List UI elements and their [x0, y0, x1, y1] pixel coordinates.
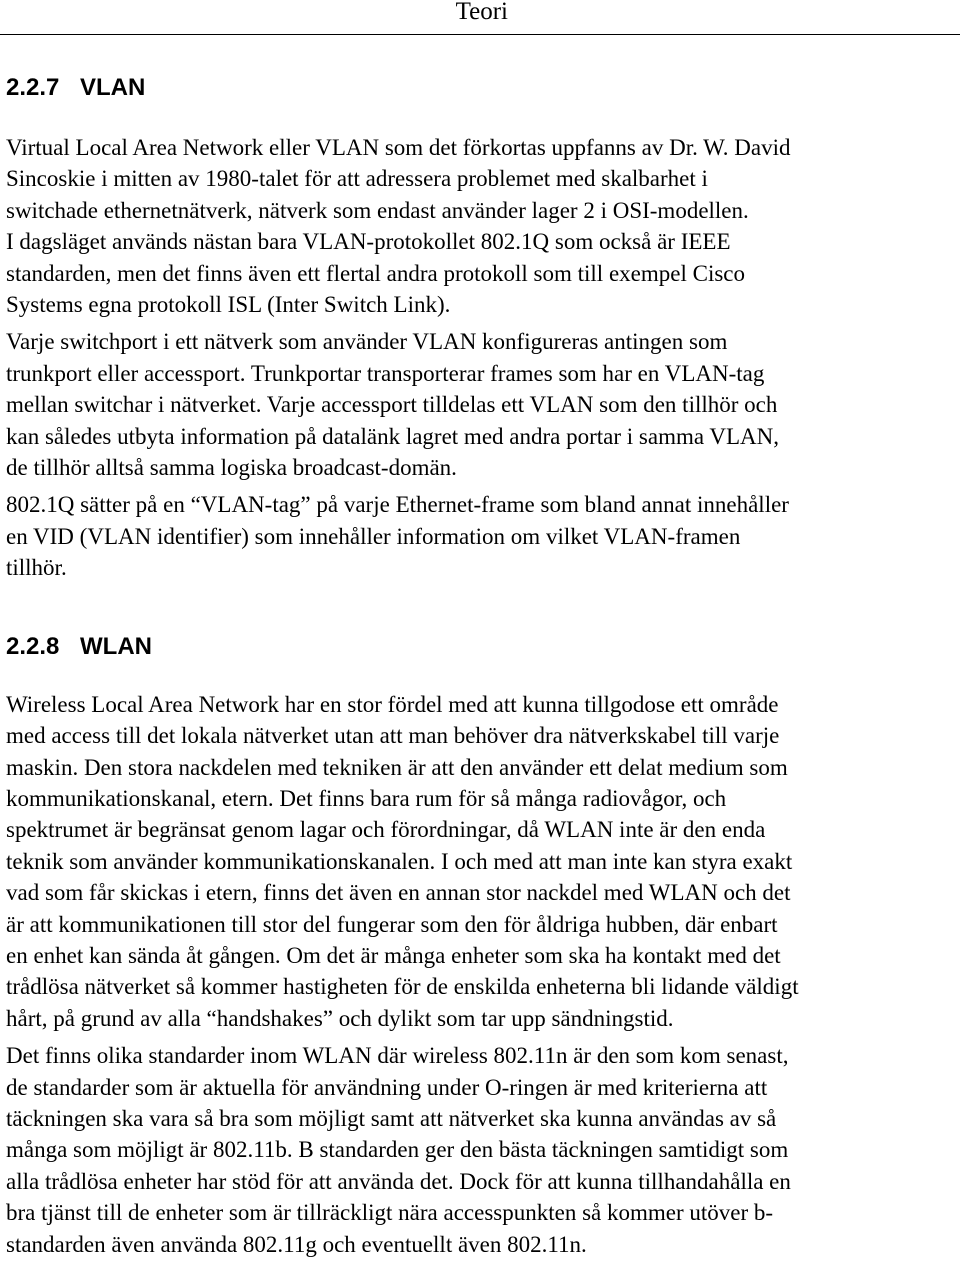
text-line: mellan switchar i nätverket. Varje accessport tilldelas ett VLAN som den tillhör och [6, 392, 778, 418]
wlan-paragraph-1 [6, 689, 956, 1034]
text-line: trunkport eller accessport. Trunkportar transporterar frames som har en VLAN-tag [6, 360, 765, 386]
text-line: spektrumet är begränsat genom lagar och förordningar, då WLAN inte är den enda [6, 817, 766, 843]
text-line: är att kommunikationen till stor del fungerar som den för åldriga hubben, där enbart [6, 911, 778, 937]
text-line: Wireless Local Area Network har en stor fördel med att kunna tillgodose ett område [6, 691, 779, 717]
header-rule [0, 34, 960, 35]
text-line: I dagsläget används nästan bara VLAN-protokollet 802.1Q som också är IEEE [6, 229, 731, 255]
text-line: Virtual Local Area Network eller VLAN som det förkortas uppfanns av Dr. W. David [6, 135, 791, 160]
vlan-paragraph-1 [6, 132, 956, 226]
text-line: kommunikationskanal, etern. Det finns bara rum för så många radiovågor, och [6, 785, 727, 811]
text-line: trådlösa nätverket så kommer hastigheten för de enskilda enheterna bli lidande väldigt [6, 974, 799, 1000]
text-line: en enhet kan sända åt gången. Om det är många enheter som ska ha kontakt med det [6, 942, 781, 968]
section-heading-wlan [6, 629, 956, 665]
section-number: 2.2.7 [6, 74, 60, 101]
text-line: maskin. Den stora nackdelen med tekniken är att den använder ett delat medium som [6, 754, 788, 780]
text-line: vad som får skickas i etern, finns det även en annan stor nackdel med WLAN och det [6, 880, 791, 906]
vlan-paragraph-2 [6, 226, 956, 320]
text-line: de tillhör alltså samma logiska broadcast-domän. [6, 455, 457, 481]
text-line: standarden även använda 802.11g och eventuellt även 802.11n. [6, 1231, 587, 1257]
text-line: en VID (VLAN identifier) som innehåller information om vilket VLAN-framen [6, 523, 741, 549]
wlan-paragraph-2 [6, 1040, 956, 1260]
text-line: Sincoskie i mitten av 1980-talet för att adressera problemet med skalbarhet i [6, 166, 708, 192]
section-title: VLAN [80, 74, 146, 101]
document-body [6, 70, 956, 1260]
text-line: switchade ethernetnätverk, nätverk som endast använder lager 2 i OSI-modellen. [6, 197, 749, 223]
running-header-title: Teori [455, 0, 508, 25]
text-line: täckningen ska vara så bra som möjligt samt att nätverket ska kunna användas av så [6, 1105, 777, 1131]
vlan-paragraph-3 [6, 326, 956, 483]
text-line: hårt, på grund av alla “handshakes” och dylikt som tar upp sändningstid. [6, 1005, 674, 1031]
vlan-paragraph-4 [6, 489, 956, 583]
text-line: teknik som använder kommunikationskanalen. I och med att man inte kan styra exakt [6, 848, 793, 874]
text-line: Systems egna protokoll ISL (Inter Switch Link). [6, 292, 451, 318]
section-title: WLAN [80, 632, 152, 660]
section-heading-vlan [6, 70, 956, 106]
text-line: många som möjligt är 802.11b. B standarden ger den bästa täckningen samtidigt som [6, 1137, 789, 1163]
text-line: med access till det lokala nätverket utan att man behöver dra nätverkskabel till varje [6, 723, 780, 749]
text-line: bra tjänst till de enheter som är tillräckligt nära accesspunkten så kommer utöver b- [6, 1200, 774, 1226]
text-line: tillhör. [6, 555, 67, 581]
text-line: de standarder som är aktuella för användning under O-ringen är med kriterierna att [6, 1074, 768, 1100]
text-line: alla trådlösa enheter har stöd för att använda det. Dock för att kunna tillhandahålla en [6, 1168, 791, 1194]
text-line: kan således utbyta information på datalänk lagret med andra portar i samma VLAN, [6, 423, 780, 449]
text-line: Varje switchport i ett nätverk som använder VLAN konfigureras antingen som [6, 329, 728, 355]
text-line: standarden, men det finns även ett flertal andra protokoll som till exempel Cisco [6, 260, 745, 286]
text-line: Det finns olika standarder inom WLAN där wireless 802.11n är den som kom senast, [6, 1043, 789, 1069]
text-line: 802.1Q sätter på en “VLAN-tag” på varje Ethernet-frame som bland annat innehåller [6, 492, 789, 518]
section-number: 2.2.8 [6, 632, 60, 660]
